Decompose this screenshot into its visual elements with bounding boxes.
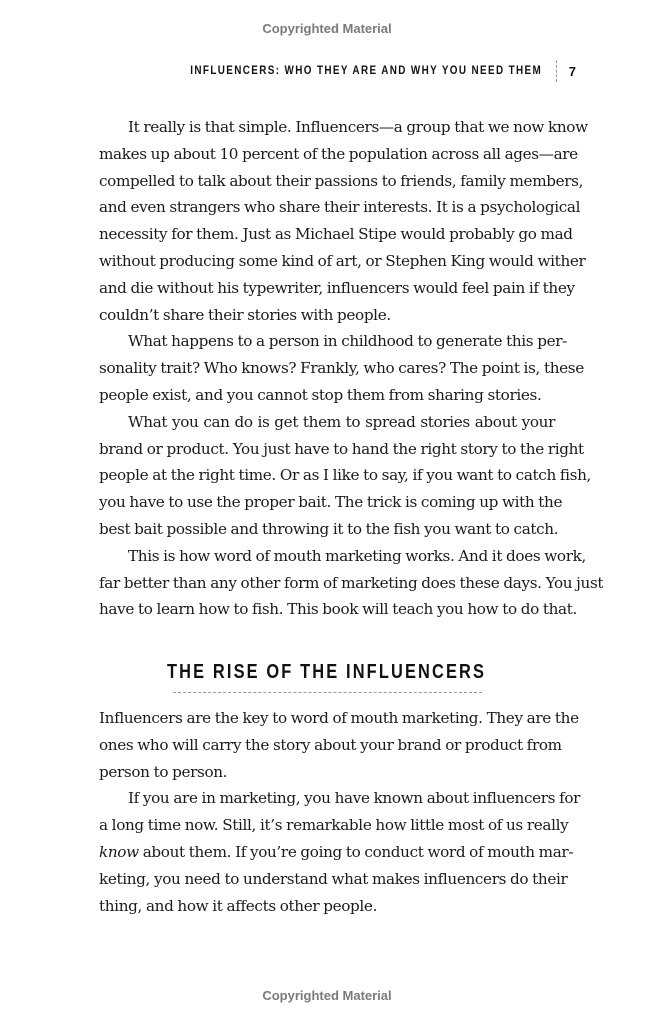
page-number: 7: [568, 63, 576, 79]
text-line: and die without his typewriter, influencers would feel pain if they: [99, 278, 575, 297]
text-line: compelled to talk about their passions to friends, family members,: [99, 171, 584, 190]
text-line: What happens to a person in childhood to generate this per-: [128, 332, 567, 351]
text-line: What you can do is get them to spread stories about your: [128, 412, 555, 431]
heading-underline-rule: [173, 692, 482, 693]
text-line: Influencers are the key to word of mouth marketing. They are the: [99, 709, 579, 727]
text-line: people exist, and you cannot stop them from sharing stories.: [99, 385, 542, 404]
text-line: sonality trait? Who knows? Frankly, who cares? The point is, these: [99, 359, 584, 378]
text-line: have to learn how to fish. This book will teach you how to do that.: [99, 600, 577, 619]
text-line: couldn’t share their stories with people.: [99, 305, 391, 324]
text-line: and even strangers who share their interests. It is a psychological: [99, 198, 581, 217]
text-line: a long time now. Still, it’s remarkable how little most of us really: [99, 816, 569, 835]
section-heading: [0, 661, 654, 684]
text-line: [99, 839, 574, 866]
text-line: without producing some kind of art, or Stephen King would wither: [99, 251, 586, 270]
body-text-section-1: [99, 114, 604, 623]
text-line: necessity for them. Just as Michael Stipe would probably go mad: [99, 225, 573, 244]
chapter-title: INFLUENCERS: WHO THEY ARE AND WHY YOU NEED THEM: [189, 65, 542, 77]
running-head: [133, 60, 576, 82]
body-text-section-2: [99, 705, 581, 919]
text-line: brand or product. You just have to hand the right story to the right: [99, 439, 584, 458]
text-line: It really is that simple. Influencers—a group that we now know: [128, 118, 588, 136]
emphasis-text: know: [99, 842, 139, 861]
text-line-rest: about them. If you’re going to conduct word of mouth mar-: [138, 842, 574, 861]
text-line: keting, you need to understand what makes influencers do their: [99, 869, 568, 888]
text-line: far better than any other form of marketing does these days. You just: [99, 573, 604, 592]
header-divider: [556, 60, 557, 82]
text-line: If you are in marketing, you have known about influencers for: [128, 789, 581, 808]
text-line: This is how word of mouth marketing works. And it does work,: [128, 546, 586, 565]
text-line: you have to use the proper bait. The trick is coming up with the: [99, 493, 563, 512]
copyright-notice-top: Copyrighted Material: [262, 21, 392, 36]
text-line: thing, and how it affects other people.: [99, 896, 378, 915]
section-heading-text: THE RISE OF THE INFLUENCERS: [167, 661, 487, 683]
text-line: best bait possible and throwing it to the fish you want to catch.: [99, 519, 559, 538]
text-line: makes up about 10 percent of the population across all ages—are: [99, 144, 578, 163]
text-line: people at the right time. Or as I like to say, if you want to catch fish,: [99, 466, 591, 485]
text-line: ones who will carry the story about your brand or product from: [99, 735, 562, 754]
text-line: person to person.: [99, 762, 228, 781]
copyright-notice-bottom: Copyrighted Material: [262, 988, 392, 1003]
